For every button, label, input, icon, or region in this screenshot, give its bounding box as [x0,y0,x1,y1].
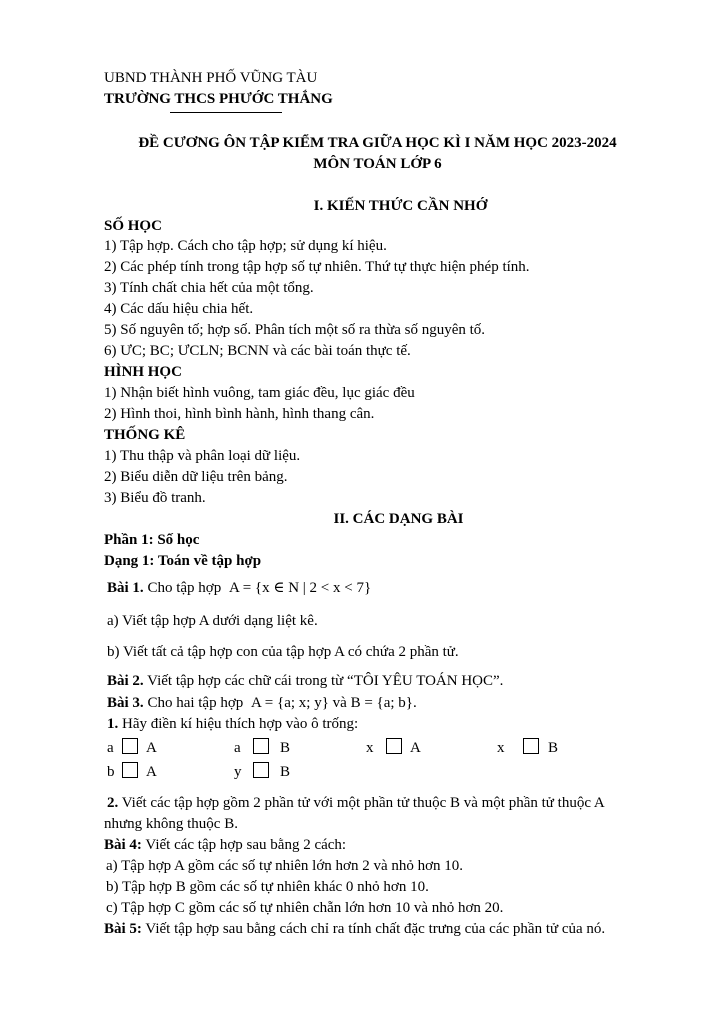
bai1-text: Cho tập hợp [147,580,222,596]
so-hoc-item: 5) Số nguyên tố; hợp số. Phân tích một số ra thừa số nguyên tố. [104,322,486,338]
so-hoc-item: 4) Các dấu hiệu chia hết. [104,301,254,317]
bai3-q2-num: 2. [107,795,119,811]
bai4-a: a) Tập hợp A gồm các số tự nhiên lớn hơn 2 và nhỏ hơn 10. [106,858,464,874]
bai1-line [107,578,371,599]
bai4-b: b) Tập hợp B gồm các số tự nhiên khác 0 nhỏ hơn 10. [106,879,429,895]
so-hoc-item: 1) Tập hợp. Cách cho tập hợp; sử dụng kí hiệu. [104,238,387,254]
so-hoc-item: 2) Các phép tính trong tập hợp số tự nhiên. Thứ tự thực hiện phép tính. [104,259,530,275]
bai3-formula-b: B = {a; b}. [350,695,417,711]
bai5-label: Bài 5: [104,921,142,937]
fill-left: b [107,764,115,780]
fill-right: A [146,764,157,780]
fill-left: x [497,740,505,756]
fill-right: B [280,740,291,756]
bai4-text: Viết các tập hợp sau bằng 2 cách: [145,837,347,853]
bai3-text: Cho hai tập hợp [147,695,244,711]
bai4-c: c) Tập hợp C gồm các số tự nhiên chẵn lớn hơn 10 và nhỏ hơn 20. [106,900,504,916]
bai3-line [107,693,417,714]
bai4-line [104,835,346,856]
bai2-label: Bài 2. [107,673,144,689]
hinh-hoc-item: 1) Nhận biết hình vuông, tam giác đều, lục giác đều [104,385,415,401]
hinh-hoc-item: 2) Hình thoi, hình bình hành, hình thang cân. [104,406,375,422]
thong-ke-item: 2) Biểu diễn dữ liệu trên bảng. [104,469,288,485]
bai3-and: và [332,695,347,711]
hinh-hoc-heading: HÌNH HỌC [104,364,182,380]
bai5-line [104,919,605,940]
so-hoc-item: 3) Tính chất chia hết của một tổng. [104,280,314,296]
thong-ke-heading: THỐNG KÊ [104,427,186,443]
dang1-heading: Dạng 1: Toán về tập hợp [104,553,262,569]
thong-ke-item: 3) Biểu đồ tranh. [104,490,206,506]
bai3-q2 [107,793,605,814]
bai3-q2-text: Viết các tập hợp gồm 2 phần tử với một phần tử thuộc B và một phần tử thuộc A [121,795,605,811]
bai1-formula: A = {x ∈ N | 2 < x < 7} [228,580,372,596]
bai3-label: Bài 3. [107,695,144,711]
fill-left: x [366,740,374,756]
bai3-q1-text: Hãy điền kí hiệu thích hợp vào ô trống: [122,716,359,732]
so-hoc-heading: SỐ HỌC [104,218,162,234]
fill-row [0,762,725,784]
bai1-a: a) Viết tập hợp A dưới dạng liệt kê. [107,613,318,629]
fill-right: A [146,740,157,756]
bai1-b: b) Viết tất cả tập hợp con của tập hợp A có chứa 2 phần tử. [107,644,459,660]
bai3-q1 [107,714,358,735]
bai3-q1-num: 1. [107,716,119,732]
header-org: UBND THÀNH PHỐ VŨNG TÀU [104,70,318,86]
header-underline [170,112,282,113]
doc-title-line1: ĐỀ CƯƠNG ÔN TẬP KIỂM TRA GIỮA HỌC KÌ I NĂM HỌC 2023-2024 [138,135,617,151]
bai3-q2-text2: nhưng không thuộc B. [104,816,238,832]
part1-heading: Phần 1: Số học [104,532,200,548]
fill-left: a [234,740,241,756]
bai2-line [107,671,503,692]
fill-left: y [234,764,242,780]
header-school: TRƯỜNG THCS PHƯỚC THẮNG [104,91,333,107]
so-hoc-item: 6) ƯC; BC; ƯCLN; BCNN và các bài toán thực tế. [104,343,411,359]
bai3-formula-a: A = {a; x; y} [251,695,329,711]
doc-title-line2: MÔN TOÁN LỚP 6 [313,156,442,172]
bai2-text: Viết tập hợp các chữ cái trong từ “TÔI YÊU TOÁN HỌC”. [147,673,504,689]
bai5-text: Viết tập hợp sau bằng cách chỉ ra tính chất đặc trưng của các phần tử của nó. [145,921,606,937]
thong-ke-item: 1) Thu thập và phân loại dữ liệu. [104,448,301,464]
bai4-label: Bài 4: [104,837,142,853]
fill-row [0,738,725,760]
bai1-label: Bài 1. [107,580,144,596]
fill-right: B [548,740,559,756]
fill-right: A [410,740,421,756]
section2-heading: II. CÁC DẠNG BÀI [333,511,464,527]
fill-right: B [280,764,291,780]
fill-left: a [107,740,114,756]
section1-heading: I. KIẾN THỨC CẦN NHỚ [313,198,488,214]
